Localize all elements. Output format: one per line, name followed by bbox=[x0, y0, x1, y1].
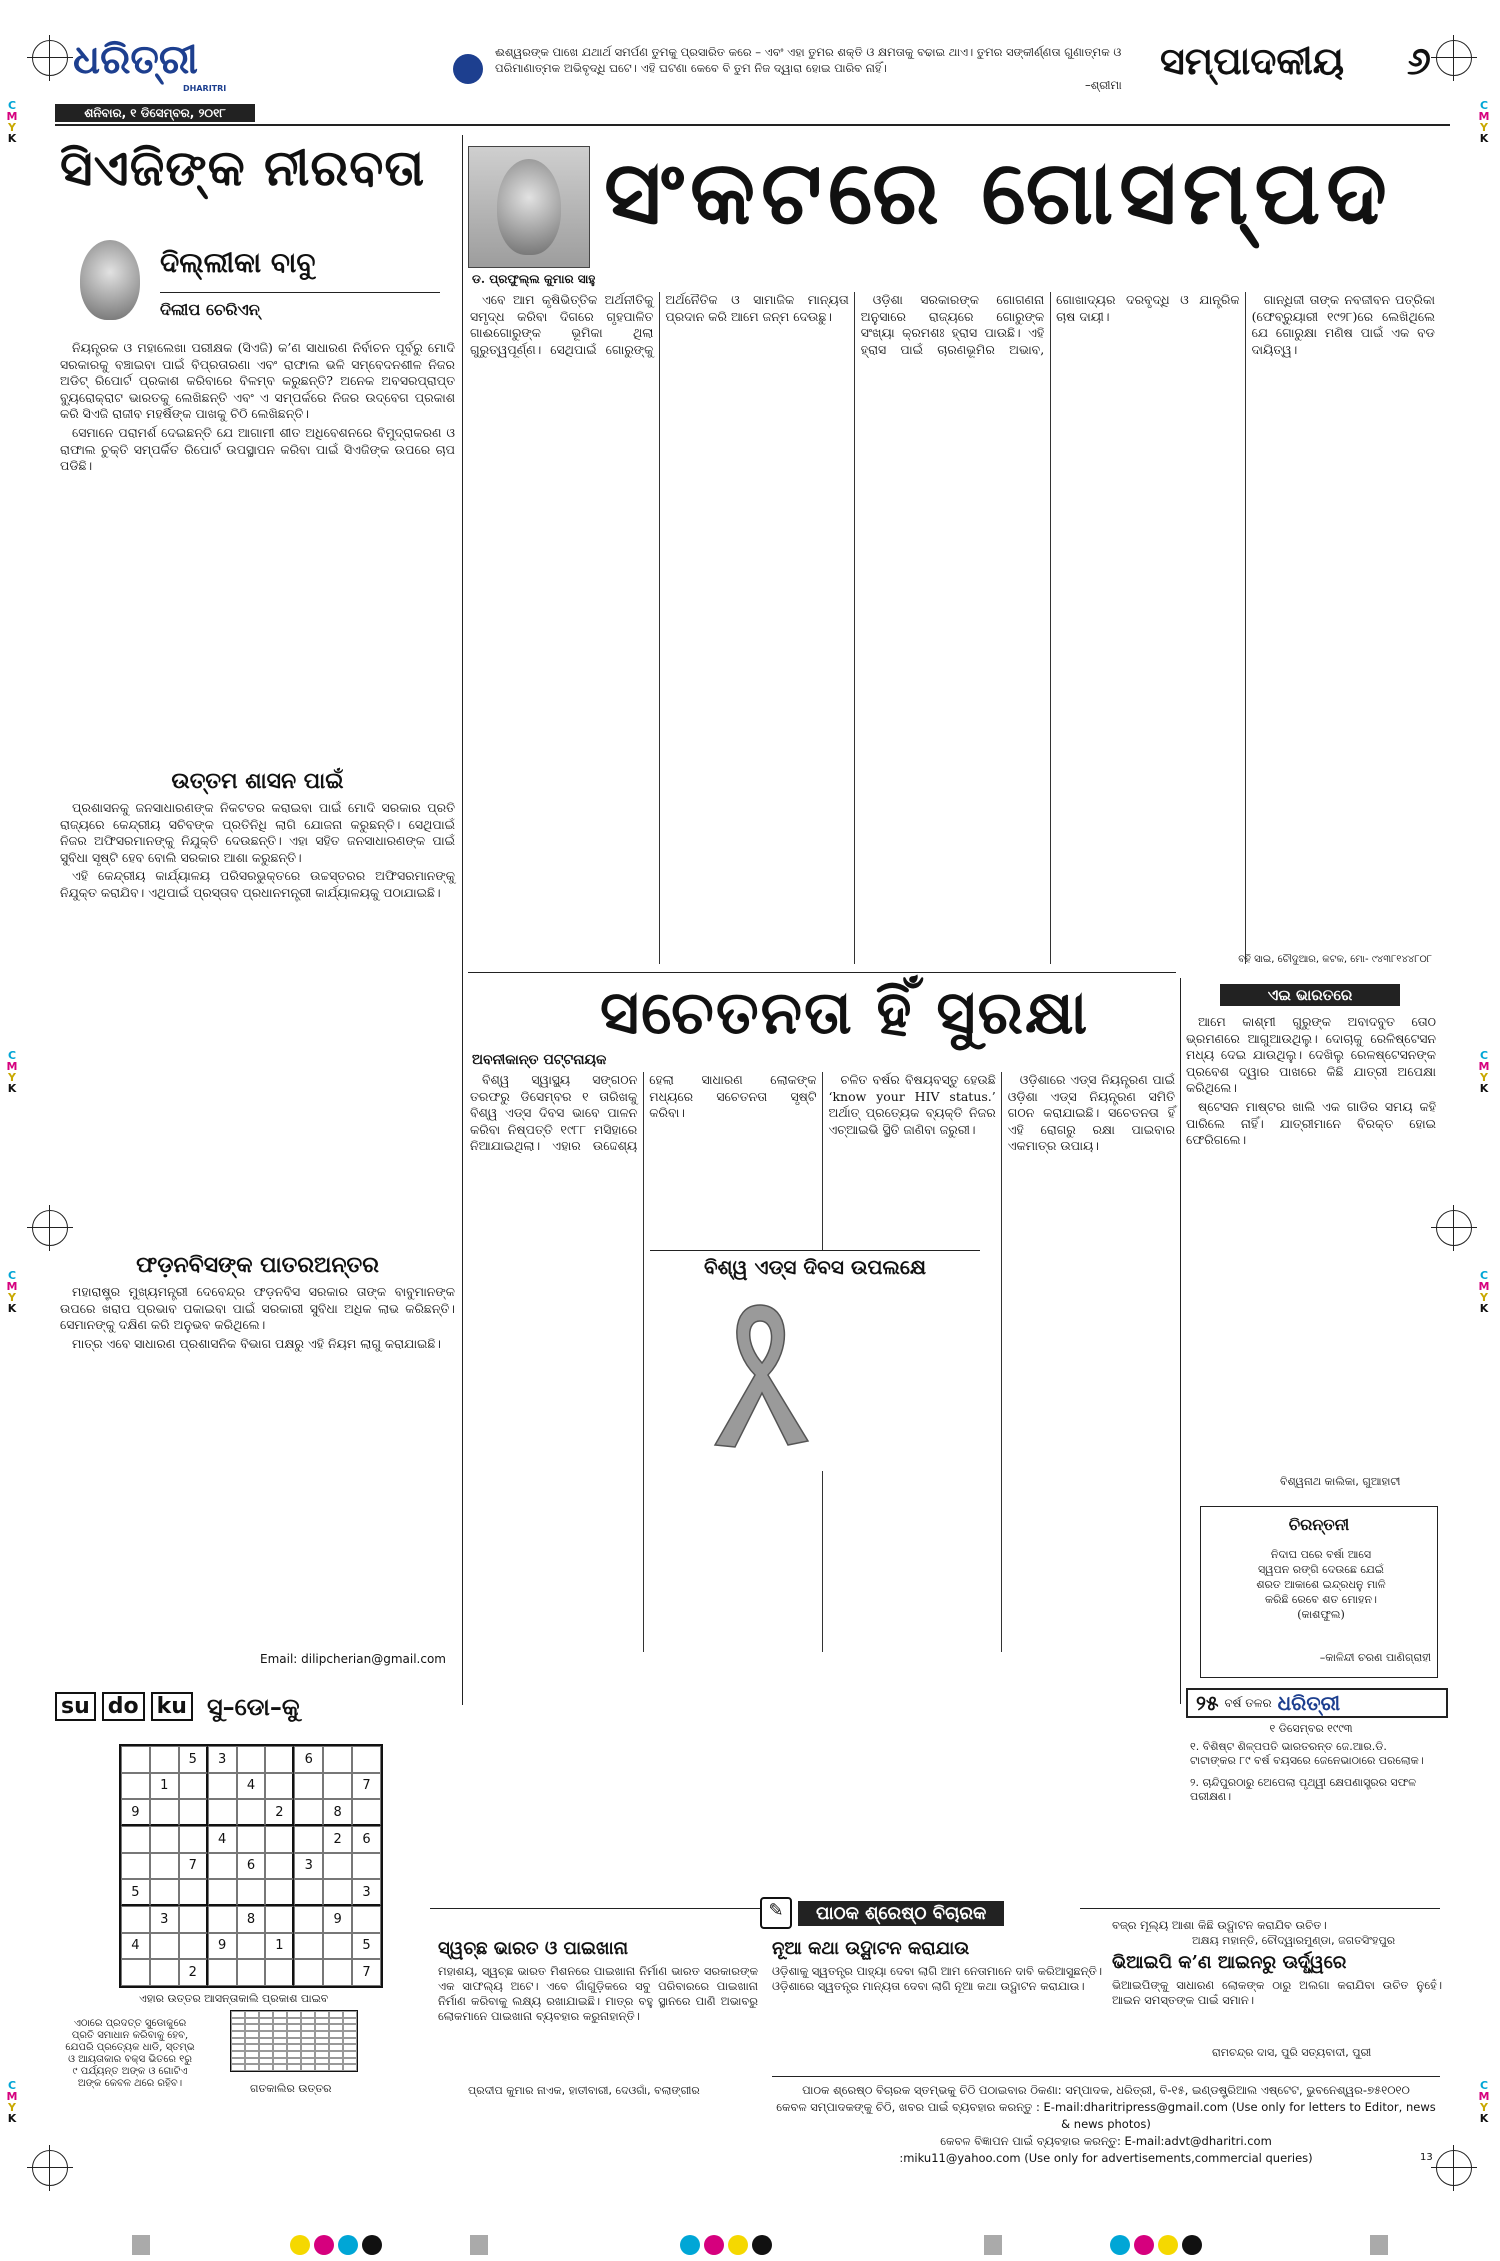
sudoku-cell[interactable]: 7 bbox=[352, 1959, 381, 1986]
archive-header bbox=[1186, 1688, 1448, 1718]
sudoku-cell[interactable] bbox=[179, 1906, 208, 1933]
cmyk-marks-left-top: C M Y K bbox=[6, 99, 18, 145]
sudoku-cell[interactable] bbox=[265, 1959, 294, 1986]
solution-cell bbox=[245, 2058, 259, 2065]
solution-cell bbox=[259, 2064, 273, 2071]
sudoku-cell[interactable]: 9 bbox=[208, 1933, 237, 1960]
article1-author: ଦିଲୀପ ଚେରିଏନ୍ bbox=[160, 300, 260, 319]
solution-cell bbox=[287, 2058, 301, 2065]
column-right-paragraph: ଷ୍ଟେସନ ମାଷ୍ଟର ଖାଲି ଏକ ଗାଡିର ସମୟ କହି ପାରିଲେ ନାହିଁ। ଯାତ୍ରୀମାନେ ବିରକ୍ତ ହୋଇ ଫେରିଗଲେ। bbox=[1186, 1098, 1436, 1148]
article1-subhead-2: ଫଡ଼ନବିସଙ୍କ ପାତରଅନ୍ତର bbox=[136, 1252, 379, 1278]
solution-cell bbox=[329, 2018, 343, 2025]
page-number-small: 13 bbox=[1420, 2152, 1433, 2163]
sudoku-grid[interactable] bbox=[119, 1744, 383, 1988]
sudoku-cell[interactable]: 1 bbox=[265, 1933, 294, 1960]
solution-cell bbox=[259, 2044, 273, 2051]
letter-3-title: ଭିଆଇପି କ’ଣ ଆଇନରୁ ଊର୍ଦ୍ଧ୍ୱରେ bbox=[1112, 1952, 1347, 1973]
solution-cell bbox=[343, 2024, 357, 2031]
sudoku-logo-c: ku bbox=[151, 1692, 193, 1721]
date-bar: ଶନିବାର, ୧ ଡିସେମ୍ବର, ୨୦୧୮ bbox=[55, 104, 255, 122]
solution-cell bbox=[231, 2011, 245, 2018]
sudoku-cell[interactable] bbox=[323, 1959, 352, 1986]
solution-cell bbox=[329, 2024, 343, 2031]
poem-lines bbox=[1211, 1547, 1431, 1622]
solution-cell bbox=[287, 2038, 301, 2045]
quote-author: –ଶ୍ରୀମା bbox=[1085, 78, 1122, 92]
poem-line: କରିଛି ରେବେ ଶତ ମୋହନ। bbox=[1264, 1593, 1377, 1606]
solution-cell bbox=[287, 2064, 301, 2071]
sudoku-cell[interactable]: 8 bbox=[237, 1906, 266, 1933]
solution-cell bbox=[245, 2024, 259, 2031]
sudoku-cell[interactable] bbox=[294, 1933, 323, 1960]
solution-cell bbox=[329, 2064, 343, 2071]
solution-cell bbox=[301, 2038, 315, 2045]
solution-cell bbox=[343, 2044, 357, 2051]
solution-cell bbox=[301, 2051, 315, 2058]
sudoku-cell[interactable] bbox=[323, 1773, 352, 1800]
letter-3-top-text: ବଜ୍ର ମୂଲ୍ୟ ଆଶା କିଛି ଉଦ୍ଘାଟନ କରାଯିବ ଉଚିତ। bbox=[1112, 1918, 1327, 1932]
article2-paragraph: ଗାନ୍ଧିଜୀ ତାଙ୍କ ନବଜୀବନ ପତ୍ରିକା (ଫେବ୍ରୁୟାରୀ ୧୯୨୮)ରେ ଲେଖିଥିଲେ ଯେ ଗୋରୁକ୍ଷା ମଣିଷ ପାଇଁ ଏକ ବଡ ଦାୟିତ୍ୱ। bbox=[1251, 292, 1435, 357]
color-swatch-cyan bbox=[680, 2235, 700, 2255]
sudoku-cell[interactable] bbox=[208, 1799, 237, 1826]
letter-1 bbox=[438, 1938, 758, 2100]
solution-cell bbox=[273, 2024, 287, 2031]
solution-cell bbox=[301, 2058, 315, 2065]
article2-end-byline: ବହି ସାଇ, ଚୌଦୁଆର, କଟକ, ମୋ- ୯୪୩୮୧୪୪୮୦୮ bbox=[1238, 954, 1432, 965]
solution-cell bbox=[315, 2058, 329, 2065]
solution-cell bbox=[343, 2038, 357, 2045]
sudoku-logo bbox=[55, 1688, 300, 1724]
sudoku-cell[interactable] bbox=[150, 1959, 179, 1986]
solution-cell bbox=[329, 2044, 343, 2051]
column-right-paragraph: ଆମେ କାଶ୍ମୀ ଗୁରୁଙ୍କ ଅବାଦବୁତ ତୋଠ ଭ୍ରମଣରେ ଆଗୁଆଉଥିଲୁ। ଦୋଚାକୁ ରେଳିଷ୍ଟେସନ ମଧ୍ୟ ଦେଇ ଯାଉଥିଲୁ। ଦେଖିଲୁ ରେଳଷ୍ଟେସନଙ୍କ ପ୍ରବେଶ ଦ୍ୱାର ପାଖରେ କିଛି ଯାତ୍ରୀ ଅପେକ୍ଷା କରିଥିଲେ। bbox=[1186, 1014, 1436, 1096]
article3-paragraph: ବିଶ୍ୱ ସ୍ୱାସ୍ଥ୍ୟ ସଙ୍ଗଠନ ତରଫରୁ ଡିସେମ୍ବର ୧ ତାରିଖକୁ ବିଶ୍ୱ ଏଡ୍ସ ଦିବସ ଭାବେ ପାଳନ କରିବା ନିଷ୍ପତ୍ତି ୧୯୮୮ ମସିହାରେ ନିଆଯାଇଥିଲା। ଏହାର ଉଦ୍ଦେଶ୍ୟ ହେଲା ସାଧାରଣ ଲୋକଙ୍କ ମଧ୍ୟରେ ସଚେତନତା ସୃଷ୍ଟି କରିବା। bbox=[470, 1072, 817, 1154]
article1-author-photo bbox=[70, 232, 150, 332]
footer-email-commercial[interactable]: :miku11@yahoo.com (Use only for advertisements,commercial queries) bbox=[899, 2151, 1313, 2165]
solution-cell bbox=[343, 2031, 357, 2038]
sudoku-logo-odia: ସୁ–ଡୋ–କୁ bbox=[206, 1691, 300, 1721]
sudoku-cell[interactable] bbox=[237, 1959, 266, 1986]
solution-cell bbox=[301, 2031, 315, 2038]
poem-box bbox=[1200, 1506, 1438, 1678]
letter-1-title: ସ୍ୱଚ୍ଛ ଭାରତ ଓ ପାଇଖାନା bbox=[438, 1938, 629, 1959]
gray-swatch bbox=[984, 2235, 1002, 2255]
sudoku-cell[interactable]: 3 bbox=[294, 1853, 323, 1880]
sudoku-cell[interactable]: 9 bbox=[121, 1799, 150, 1826]
solution-cell bbox=[315, 2038, 329, 2045]
color-swatch-yellow bbox=[1158, 2235, 1178, 2255]
sudoku-cell[interactable] bbox=[352, 1853, 381, 1880]
pen-icon: ✎ bbox=[760, 1897, 792, 1929]
color-swatch-black bbox=[362, 2235, 382, 2255]
solution-cell bbox=[329, 2011, 343, 2018]
masthead-rule bbox=[55, 124, 1450, 126]
article1-paragraph: ମାତ୍ର ଏବେ ସାଧାରଣ ପ୍ରଶାସନିକ ବିଭାଗ ପକ୍ଷରୁ ଏହି ନିୟମ ଲାଗୁ କରାଯାଇଛି। bbox=[72, 1335, 441, 1351]
sudoku-cell[interactable]: 3 bbox=[208, 1746, 237, 1773]
masthead bbox=[55, 30, 1455, 122]
sudoku-cell[interactable] bbox=[265, 1906, 294, 1933]
solution-cell bbox=[245, 2038, 259, 2045]
registration-mark-mr bbox=[1436, 1210, 1472, 1246]
article2-paragraph: ଓଡ଼ିଶା ସରକାରଙ୍କ ଗୋଗଣନା ଅନୁସାରେ ରାଜ୍ୟରେ ଗୋରୁଙ୍କ ସଂଖ୍ୟା କ୍ରମଶଃ ହ୍ରାସ ପାଉଛି। ଏହି ହ୍ରାସ ପାଇଁ ଚାରଣଭୂମିର ଅଭାବ, ଗୋଖାଦ୍ୟର ଦରବୃଦ୍ଧି ଓ ଯାନ୍ତ୍ରିକ ଚାଷ ଦାୟୀ। bbox=[860, 292, 1240, 357]
letter-3-top-author: ଅକ୍ଷୟ ମହାନ୍ତି, ଚୌଦ୍ୱାରମୁଣ୍ଡା, ଜଗତସିଂହପୁର bbox=[1192, 1934, 1396, 1947]
solution-cell bbox=[231, 2024, 245, 2031]
sudoku-cell[interactable]: 6 bbox=[352, 1826, 381, 1853]
sudoku-cell[interactable] bbox=[179, 1879, 208, 1906]
solution-cell bbox=[301, 2018, 315, 2025]
sudoku-cell[interactable] bbox=[237, 1746, 266, 1773]
solution-cell bbox=[315, 2018, 329, 2025]
solution-cell bbox=[315, 2024, 329, 2031]
solution-cell bbox=[273, 2038, 287, 2045]
page-number-large: ୬ bbox=[1407, 38, 1431, 83]
sudoku-cell[interactable]: 2 bbox=[323, 1826, 352, 1853]
letter-2-body: ଓଡ଼ିଶାକୁ ସ୍ୱତନ୍ତ୍ର ପାହ୍ୟା ଦେବା ଲାଗି ଆମ ନେତାମାନେ ଦାବି କରିଆସୁଛନ୍ତି। ଓଡ଼ିଶାରେ ସ୍ୱତନ୍ତ୍ର ମାନ୍ୟତା ଦେବା ଲାଗି ନୂଆ କଥା ଉଦ୍ଘାଟନ କରାଯାଉ। bbox=[772, 1964, 1102, 1993]
column-right-byline: ବିଶ୍ୱନାଥ କାଲିକା, ଗୁଆହାଟୀ bbox=[1280, 1475, 1401, 1488]
color-swatch-black bbox=[752, 2235, 772, 2255]
footer-address: ପାଠକ ଶ୍ରେଷ୍ଠ ବିଚାରକ ସ୍ତମ୍ଭକୁ ଚିଠି ପଠାଇବାର ଠିକଣା: ସମ୍ପାଦକ, ଧରିତ୍ରୀ, ବି-୧୫, ଇଣ୍ଡଷ୍ଟ୍ରିଆଲ ଏଷ୍ଟେଟ, ଭୁବନେଶ୍ୱର-୭୫୧୦୧୦ bbox=[802, 2083, 1410, 2097]
registration-mark-br bbox=[1436, 2150, 1472, 2186]
solution-cell bbox=[315, 2064, 329, 2071]
article2-body bbox=[470, 292, 1435, 964]
sudoku-cell[interactable] bbox=[237, 1799, 266, 1826]
cmyk-marks-right-mid: C M Y K bbox=[1478, 1049, 1490, 1095]
solution-cell bbox=[287, 2024, 301, 2031]
color-swatch-cyan bbox=[338, 2235, 358, 2255]
archive-label: ବର୍ଷ ତଳର bbox=[1224, 1695, 1272, 1710]
article1-email[interactable]: Email: dilipcherian@gmail.com bbox=[260, 1652, 446, 1666]
section-title: ସମ୍ପାଦକୀୟ bbox=[1160, 38, 1345, 83]
sudoku-cell[interactable] bbox=[208, 1879, 237, 1906]
solution-cell bbox=[259, 2031, 273, 2038]
letter-2 bbox=[772, 1938, 1102, 2058]
archive-date: ୧ ଡିସେମ୍ବର ୧୯୯୩ bbox=[1269, 1722, 1353, 1735]
cmyk-marks-right-top: C M Y K bbox=[1478, 99, 1490, 145]
sudoku-cell[interactable] bbox=[265, 1853, 294, 1880]
logo-text: ଧରିତ୍ରୀ bbox=[73, 36, 198, 83]
article1-paragraph: ସେମାନେ ପରାମର୍ଶ ଦେଇଛନ୍ତି ଯେ ଆଗାମୀ ଶୀତ ଅଧିବେଶନରେ ବିମୁଦ୍ରାକରଣ ଓ ରାଫାଲ ଚୁକ୍ତି ସମ୍ପର୍କିତ ରିପୋର୍ଟ ଉପସ୍ଥାପନ କରିବା ପାଇଁ ସିଏଜିଙ୍କ ଉପରେ ଚାପ ପଡିଛି। bbox=[60, 424, 455, 474]
solution-cell bbox=[245, 2044, 259, 2051]
solution-cell bbox=[301, 2044, 315, 2051]
color-swatch-cyan bbox=[1110, 2235, 1130, 2255]
solution-cell bbox=[273, 2011, 287, 2018]
sudoku-cell[interactable] bbox=[208, 1853, 237, 1880]
solution-cell bbox=[259, 2024, 273, 2031]
sudoku-cell[interactable] bbox=[294, 1879, 323, 1906]
sudoku-cell[interactable] bbox=[121, 1959, 150, 1986]
sudoku-cell[interactable]: 5 bbox=[121, 1879, 150, 1906]
column-right-body bbox=[1186, 1014, 1436, 1470]
solution-cell bbox=[287, 2011, 301, 2018]
solution-cell bbox=[273, 2044, 287, 2051]
sudoku-cell[interactable] bbox=[265, 1826, 294, 1853]
letter-1-body: ମହାଶୟ, ସ୍ୱଚ୍ଛ ଭାରତ ମିଶନରେ ପାଇଖାନା ନିର୍ମାଣ ଭାରତ ସରକାରଙ୍କ ଏକ ସାଫଲ୍ୟ ଅଟେ। ଏବେ ଗାଁଗୁଡ଼ିକରେ ସବୁ ପରିବାରରେ ପାଇଖାନା ନିର୍ମାଣ କରିବାକୁ ଲକ୍ଷ୍ୟ ରଖାଯାଇଛି। ମାତ୍ର ବହୁ ସ୍ଥାନରେ ପାଣି ଅଭାବରୁ ଲୋକମାନେ ପାଇଖାନା ବ୍ୟବହାର କରୁନାହାନ୍ତି। bbox=[438, 1964, 758, 2023]
archive-years: ୨୫ bbox=[1196, 1691, 1219, 1715]
sudoku-cell[interactable]: 4 bbox=[208, 1826, 237, 1853]
letter-2-title: ନୂଆ କଥା ଉଦ୍ଘାଟନ କରାଯାଉ bbox=[772, 1938, 970, 1959]
sudoku-cell[interactable]: 4 bbox=[121, 1933, 150, 1960]
archive-item: ୨. ଚାନ୍ଦିପୁରଠାରୁ ଅେପେଲା ପୃଥ୍ୱୀ କ୍ଷେପଣାସ୍ତ୍ରର ସଫଳ ପରୀକ୍ଷଣ। bbox=[1190, 1776, 1417, 1803]
sudoku-cell[interactable] bbox=[323, 1879, 352, 1906]
article1-paragraph: ଏହି କେନ୍ଦ୍ରୀୟ କାର୍ଯ୍ୟାଳୟ ପରିସରଭୁକ୍ତରେ ଉଚ୍ଚସ୍ତରର ଅଫିସରମାନଙ୍କୁ ନିଯୁକ୍ତ କରାଯିବ। ଏଥିପାଇଁ ପ୍ରସ୍ତାବ ପ୍ରଧାନମନ୍ତ୍ରୀ କାର୍ଯ୍ୟାଳୟକୁ ପଠାଯାଇଛି। bbox=[60, 868, 455, 900]
gray-swatch bbox=[132, 2235, 150, 2255]
gray-swatch bbox=[1370, 2235, 1388, 2255]
archive-box bbox=[1186, 1688, 1436, 1818]
cmyk-marks-left-bot: C M Y K bbox=[6, 2079, 18, 2125]
sudoku-cell[interactable] bbox=[179, 1826, 208, 1853]
article2-bottom-rule bbox=[468, 972, 1176, 973]
daily-quote: ଈଶ୍ୱରଙ୍କ ପାଖେ ଯଥାର୍ଥ ସମର୍ପଣ ତୁମକୁ ପ୍ରସାରିତ କରେ – ଏବଂ ଏହା ତୁମର ଶକ୍ତି ଓ କ୍ଷମତାକୁ ବଢାଇ ଥାଏ। ତୁମର ସଙ୍କୀର୍ଣ୍ଣତା ଗୁଣାତ୍ମକ ଓ ପରିମାଣାତ୍ମକ ଅଭିବୃଦ୍ଧି ଘଟେ। ଏହି ଘଟଣା କେବେ ବି ତୁମ ନିଜ ଦ୍ୱାରା ହୋଇ ପାରିବ ନାହିଁ। bbox=[495, 45, 1122, 75]
solution-cell bbox=[329, 2031, 343, 2038]
sudoku-cell[interactable] bbox=[323, 1933, 352, 1960]
color-swatch-yellow bbox=[290, 2235, 310, 2255]
sudoku-cell[interactable] bbox=[121, 1826, 150, 1853]
article2-author-photo bbox=[468, 146, 590, 268]
sudoku-cell[interactable]: 5 bbox=[179, 1746, 208, 1773]
solution-cell bbox=[301, 2011, 315, 2018]
poem-author: –କାଳିନ୍ଦୀ ଚରଣ ପାଣିଗ୍ରାହୀ bbox=[1319, 1651, 1431, 1664]
sudoku-cell[interactable]: 3 bbox=[352, 1879, 381, 1906]
sudoku-cell[interactable] bbox=[265, 1773, 294, 1800]
solution-cell bbox=[329, 2038, 343, 2045]
article1-paragraph: ମହାରାଷ୍ଟ୍ର ମୁଖ୍ୟମନ୍ତ୍ରୀ ଦେବେନ୍ଦ୍ର ଫଡ଼ନବିସ ସରକାର ତାଙ୍କ ବାବୁମାନଙ୍କ ଉପରେ ଖରାପ ପ୍ରଭାବ ପକାଇବା ପାଇଁ ସରକାରୀ ସୁବିଧା ଅଧିକ ଲାଭ କରିଛନ୍ତି। ସେମାନଙ୍କୁ ଦକ୍ଷିଣ କରି ଅନୁଭବ କରିଥିଲେ। bbox=[60, 1284, 455, 1333]
footer-rule bbox=[772, 2076, 1440, 2077]
solution-cell bbox=[245, 2018, 259, 2025]
sudoku-cell[interactable]: 5 bbox=[352, 1933, 381, 1960]
sudoku-cell[interactable] bbox=[265, 1879, 294, 1906]
sudoku-cell[interactable] bbox=[150, 1799, 179, 1826]
sudoku-cell[interactable]: 9 bbox=[323, 1906, 352, 1933]
article1-paragraph: ପ୍ରଶାସନକୁ ଜନସାଧାରଣଙ୍କ ନିକଟତର କରାଇବା ପାଇଁ ମୋଦି ସରକାର ପ୍ରତି ରାଜ୍ୟରେ କେନ୍ଦ୍ରୀୟ ସଚିବଙ୍କ ପ୍ରତିନିଧି ଲାଗି ଯୋଜନା କରୁଛନ୍ତି। ସେଥିପାଇଁ ନିଜର ଅଫିସରମାନଙ୍କୁ ନିଯୁକ୍ତି ଦେଉଛନ୍ତି। ଏହା ସହିତ ଜନସାଧାରଣଙ୍କ ପାଇଁ ସୁବିଧା ସୃଷ୍ଟି ହେବ ବୋଲି ସରକାର ଆଶା କରୁଛନ୍ତି। bbox=[60, 800, 455, 865]
solution-cell bbox=[259, 2038, 273, 2045]
poem-line: ସ୍ୱପନ ରଙ୍ଗି ଦେଉଛେ ଯେଇଁ bbox=[1258, 1563, 1384, 1576]
sudoku-cell[interactable] bbox=[208, 1959, 237, 1986]
solution-cell bbox=[287, 2031, 301, 2038]
solution-cell bbox=[329, 2058, 343, 2065]
article1-subhead-1: ଉତ୍ତମ ଶାସନ ପାଇଁ bbox=[171, 768, 344, 794]
poem-title: ଚିରନ୍ତନୀ bbox=[1288, 1515, 1350, 1534]
author-face bbox=[80, 240, 140, 320]
sudoku-cell[interactable] bbox=[121, 1853, 150, 1880]
column-divider-left bbox=[462, 135, 463, 1705]
solution-cell bbox=[273, 2058, 287, 2065]
sudoku-cell[interactable] bbox=[237, 1933, 266, 1960]
sudoku-cell[interactable] bbox=[179, 1773, 208, 1800]
poem-line: ନିଦାଘ ପରେ ବର୍ଷା ଆସେ bbox=[1270, 1548, 1372, 1561]
sudoku-cell[interactable] bbox=[237, 1879, 266, 1906]
solution-cell bbox=[231, 2031, 245, 2038]
solution-cell bbox=[315, 2051, 329, 2058]
solution-cell bbox=[315, 2031, 329, 2038]
aids-inset bbox=[650, 1250, 980, 1471]
solution-cell bbox=[273, 2051, 287, 2058]
sudoku-cell[interactable] bbox=[352, 1906, 381, 1933]
solution-cell bbox=[301, 2064, 315, 2071]
solution-cell bbox=[273, 2018, 287, 2025]
color-swatch-magenta bbox=[704, 2235, 724, 2255]
archive-item: ୧. ବିଶିଷ୍ଟ ଶିଳ୍ପପତି ଭାରତରନ୍ତ ଜେ.ଆର.ଡି. ଟାଟାଙ୍କର ୮୯ ବର୍ଷ ବୟସରେ ଜେନେଭାଠାରେ ପରଲୋକ। bbox=[1190, 1740, 1424, 1767]
sudoku-cell[interactable]: 2 bbox=[265, 1799, 294, 1826]
sudoku-cell[interactable] bbox=[294, 1773, 323, 1800]
registration-mark-bl bbox=[32, 2150, 68, 2186]
letter-3 bbox=[1112, 1918, 1442, 2068]
color-swatch-black bbox=[1182, 2235, 1202, 2255]
article1-byline-rule bbox=[160, 292, 440, 293]
article3-author: ଅବନୀକାନ୍ତ ପଟ୍ଟନାୟକ bbox=[472, 1052, 607, 1068]
article2-paragraph: ଏବେ ଆମ କୃଷିଭିତ୍ତିକ ଅର୍ଥନୀତିକୁ ସମୃଦ୍ଧ କରିବା ଦିଗରେ ଗୃହପାଳିତ ଗାଈଗୋରୁଙ୍କ ଭୂମିକା ଥିଲା ଗୁରୁତ୍ୱପୂର୍ଣ୍ଣ। ସେଥିପାଇଁ ଗୋରୁଙ୍କୁ ଅର୍ଥନୈତିକ ଓ ସାମାଜିକ ମାନ୍ୟତା ପ୍ରଦାନ କରି ଆମେ ଜନ୍ମ ଦେଉଛୁ। bbox=[470, 292, 849, 357]
solution-cell bbox=[315, 2044, 329, 2051]
sudoku-cell[interactable] bbox=[208, 1773, 237, 1800]
article2-title: ସଂକଟରେ ଗୋସମ୍ପଦ bbox=[604, 140, 1393, 244]
solution-cell bbox=[287, 2044, 301, 2051]
sudoku-cell[interactable] bbox=[323, 1746, 352, 1773]
solution-cell bbox=[245, 2031, 259, 2038]
logo-subtext: DHARITRI bbox=[183, 84, 227, 93]
cmyk-marks-right-bot: C M Y K bbox=[1478, 2079, 1490, 2125]
letters-header bbox=[760, 1898, 1080, 1928]
sudoku-note: ଏହାର ଉତ୍ତର ଆସନ୍ତାକାଲି ପ୍ରକାଶ ପାଇବ bbox=[139, 1992, 329, 2005]
letter-1-author: ପ୍ରଦୀପ କୁମାର ନାଏକ, ହାତୀବାରୀ, ଦେଓଗାଁ, ବଲାଙ୍ଗୀର bbox=[468, 2084, 700, 2097]
color-swatch-yellow bbox=[728, 2235, 748, 2255]
sudoku-cell[interactable] bbox=[179, 1799, 208, 1826]
sudoku-cell[interactable] bbox=[294, 1959, 323, 1986]
footer-email-editor[interactable]: କେବଳ ସମ୍ପାଦକଙ୍କୁ ଚିଠି, ଖବର ପାଇଁ ବ୍ୟବହାର କରନ୍ତୁ : E-mail:dharitripress@gmail.com (Use only for letters to Editor, news & news photos) bbox=[776, 2100, 1436, 2131]
solution-cell bbox=[343, 2018, 357, 2025]
color-swatch-magenta bbox=[314, 2235, 334, 2255]
sudoku-cell[interactable] bbox=[237, 1826, 266, 1853]
sudoku-cell[interactable] bbox=[150, 1826, 179, 1853]
sudoku-cell[interactable] bbox=[150, 1933, 179, 1960]
solution-cell bbox=[273, 2064, 287, 2071]
sudoku-cell[interactable] bbox=[265, 1746, 294, 1773]
gray-swatch bbox=[470, 2235, 488, 2255]
solution-cell bbox=[245, 2064, 259, 2071]
cmyk-marks-left-mid: C M Y K bbox=[6, 1049, 18, 1095]
poem-line: (କାଶଫୁଲ) bbox=[1297, 1608, 1345, 1621]
sudoku-solution-grid bbox=[230, 2010, 358, 2072]
color-swatch-magenta bbox=[1134, 2235, 1154, 2255]
letters-title: ପାଠକ ଶ୍ରେଷ୍ଠ ବିଚାରକ bbox=[798, 1901, 1004, 1926]
archive-brand: ଧରିତ୍ରୀ bbox=[1277, 1691, 1341, 1715]
article1-body bbox=[60, 340, 455, 760]
solution-cell bbox=[287, 2051, 301, 2058]
solution-cell bbox=[259, 2051, 273, 2058]
sudoku-cell[interactable] bbox=[323, 1853, 352, 1880]
article1-title: ସିଏଜିଙ୍କ ନୀରବତା bbox=[60, 138, 426, 197]
solution-cell bbox=[343, 2064, 357, 2071]
column-right-title: ଏଇ ଭାରତରେ bbox=[1220, 984, 1400, 1006]
solution-cell bbox=[231, 2051, 245, 2058]
newspaper-logo bbox=[73, 36, 263, 96]
sudoku-cell[interactable] bbox=[208, 1906, 237, 1933]
red-ribbon-icon bbox=[700, 1295, 820, 1455]
sudoku-cell[interactable]: 2 bbox=[179, 1959, 208, 1986]
solution-cell bbox=[343, 2051, 357, 2058]
solution-cell bbox=[315, 2011, 329, 2018]
article3-paragraph: ଓଡ଼ିଶାରେ ଏଡ୍ସ ନିୟନ୍ତ୍ରଣ ପାଇଁ ଓଡ଼ିଶା ଏଡ୍ସ ନିୟନ୍ତ୍ରଣ ସମିତି ଗଠନ କରାଯାଇଛି। ସଚେତନତା ହିଁ ଏହି ରୋଗରୁ ରକ୍ଷା ପାଇବାର ଏକମାତ୍ର ଉପାୟ। bbox=[1007, 1072, 1175, 1154]
sudoku-cell[interactable]: 3 bbox=[150, 1906, 179, 1933]
sudoku-cell[interactable]: 7 bbox=[352, 1773, 381, 1800]
sudoku-cell[interactable]: 6 bbox=[237, 1853, 266, 1880]
article1-column-name: ଦିଲ୍ଲୀକା ବାବୁ bbox=[160, 246, 316, 279]
article1-body-3 bbox=[60, 1284, 455, 1644]
sudoku-cell[interactable] bbox=[294, 1799, 323, 1826]
sudoku-cell[interactable]: 4 bbox=[237, 1773, 266, 1800]
sudoku-cell[interactable]: 1 bbox=[150, 1773, 179, 1800]
sudoku-cell[interactable] bbox=[150, 1879, 179, 1906]
sudoku-cell[interactable] bbox=[179, 1933, 208, 1960]
solution-cell bbox=[259, 2011, 273, 2018]
solution-cell bbox=[231, 2058, 245, 2065]
letter-3-author: ରାମଚନ୍ଦ୍ର ଦାସ, ପୁରି ସତ୍ୟବାଦୀ, ପୁରୀ bbox=[1212, 2046, 1372, 2059]
sudoku-cell[interactable] bbox=[150, 1853, 179, 1880]
sudoku-cell[interactable]: 7 bbox=[179, 1853, 208, 1880]
article3-paragraph: ଚଳିତ ବର୍ଷର ବିଷୟବସ୍ତୁ ହେଉଛି ‘know your HIV status.’ ଅର୍ଥାତ୍ ପ୍ରତ୍ୟେକ ବ୍ୟକ୍ତି ନିଜର ଏଚ୍ଆଇଭି ସ୍ଥିତି ଜାଣିବା ଜରୁରୀ। bbox=[828, 1072, 996, 1137]
sudoku-cell[interactable]: 8 bbox=[323, 1799, 352, 1826]
cmyk-marks-right-mid2: C M Y K bbox=[1478, 1269, 1490, 1315]
sudoku-cell[interactable] bbox=[121, 1773, 150, 1800]
solution-cell bbox=[245, 2011, 259, 2018]
sudoku-cell[interactable]: 6 bbox=[294, 1746, 323, 1773]
sudoku-cell[interactable] bbox=[352, 1799, 381, 1826]
sudoku-logo-a: su bbox=[55, 1692, 96, 1721]
letter-3-body: ଭିଆଇପିଙ୍କୁ ସାଧାରଣ ଲୋକଙ୍କ ଠାରୁ ଅଲଗା କରାଯିବା ଉଚିତ ନୁହେଁ। ଆଇନ ସମସ୍ତଙ୍କ ପାଇଁ ସମାନ। bbox=[1112, 1978, 1442, 2007]
quote-icon bbox=[453, 54, 483, 84]
article2-author: ଡ. ପ୍ରଫୁଲ୍ଲ କୁମାର ସାହୁ bbox=[472, 272, 596, 286]
solution-cell bbox=[273, 2031, 287, 2038]
cmyk-marks-left-mid2: C M Y K bbox=[6, 1269, 18, 1315]
sudoku-cell[interactable] bbox=[294, 1906, 323, 1933]
article1-paragraph: ନିୟନ୍ତ୍ରକ ଓ ମହାଲେଖା ପରୀକ୍ଷକ (ସିଏଜି) କ’ଣ ସାଧାରଣ ନିର୍ବାଚନ ପୂର୍ବରୁ ମୋଦି ସରକାରକୁ ବଞ୍ଚାଇବା ପାଇଁ ବିପ୍ରତାରଣା ଏବଂ ରାଫାଲ ଭଳି ସମ୍ବେଦନଶୀଳ ନିଜର ଅଡିଟ୍ ରିପୋର୍ଟ ପ୍ରକାଶ କରିବାରେ ବିଳମ୍ବ କରୁଛନ୍ତି? ଅନେକ ଅବସରପ୍ରାପ୍ତ ବ୍ୟୁରୋକ୍ରାଟ ଭାରତକୁ ଲେଖିଛନ୍ତି ଏବଂ ଏ ସମ୍ପର୍କରେ ନିଜର ଉଦ୍ବେଗ ପ୍ରକାଶ କରି ସିଏଜି ରାଜୀବ ମହର୍ଷିଙ୍କ ପାଖକୁ ଚିଠି ଲେଖିଛନ୍ତି। bbox=[60, 340, 455, 422]
sudoku-cell[interactable] bbox=[352, 1746, 381, 1773]
author-face bbox=[497, 159, 561, 255]
solution-cell bbox=[329, 2051, 343, 2058]
sudoku-cell[interactable] bbox=[121, 1746, 150, 1773]
solution-cell bbox=[343, 2011, 357, 2018]
article3-title: ସଚେତନତା ହିଁ ସୁରକ୍ଷା bbox=[600, 978, 1090, 1048]
solution-cell bbox=[231, 2064, 245, 2071]
letters-footer bbox=[772, 2082, 1440, 2167]
solution-cell bbox=[231, 2018, 245, 2025]
solution-cell bbox=[259, 2018, 273, 2025]
sudoku-cell[interactable] bbox=[294, 1826, 323, 1853]
sudoku-solution-label: ଗତକାଲିର ଉତ୍ତର bbox=[250, 2082, 332, 2095]
poem-line: ଶରତ ଆକାଶେ ଇନ୍ଦ୍ରଧନୁ ମାଳି bbox=[1256, 1578, 1386, 1591]
sudoku-logo-b: do bbox=[102, 1692, 145, 1721]
solution-cell bbox=[245, 2051, 259, 2058]
solution-cell bbox=[259, 2058, 273, 2065]
solution-cell bbox=[231, 2038, 245, 2045]
solution-cell bbox=[287, 2018, 301, 2025]
sudoku-rules: ଏଠାରେ ପ୍ରଦତ୍ତ ସୁଡୋକୁରେ ପ୍ରତି ସମାଧାନ କରିବାକୁ ହେବ, ଯେପରି ପ୍ରତ୍ୟେକ ଧାଡି, ସ୍ତମ୍ଭ ଓ ଆୟତାକାର ବକ୍ସ ଭିତରେ ୧ରୁ ୯ ପର୍ଯ୍ୟନ୍ତ ଅଙ୍କ ଓ ଗୋଟିଏ ଅଙ୍କ କେବଳ ଥରେ ରହିବ। bbox=[65, 2018, 195, 2089]
article1-body-2 bbox=[60, 800, 455, 1240]
column-divider-right bbox=[1180, 978, 1181, 1704]
aids-inset-title: ବିଶ୍ୱ ଏଡ୍ସ ଦିବସ ଉପଲକ୍ଷେ bbox=[703, 1255, 927, 1279]
footer-email-advt[interactable]: କେବଳ ବିଜ୍ଞାପନ ପାଇଁ ବ୍ୟବହାର କରନ୍ତୁ: E-mail:advt@dharitri.com bbox=[940, 2134, 1272, 2148]
sudoku-cell[interactable] bbox=[121, 1906, 150, 1933]
solution-cell bbox=[301, 2024, 315, 2031]
sudoku-cell[interactable] bbox=[150, 1746, 179, 1773]
solution-cell bbox=[343, 2058, 357, 2065]
solution-cell bbox=[231, 2044, 245, 2051]
